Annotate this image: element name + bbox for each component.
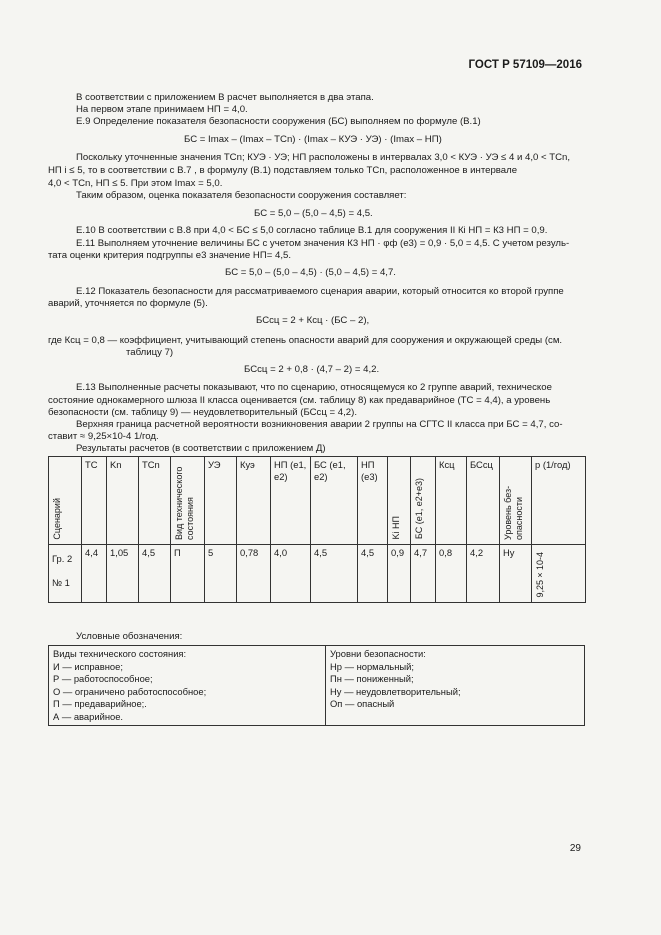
paragraph: тата оценки критерия подгруппы е3 значение НП= 4,5.	[48, 250, 291, 261]
table-cell: 4,4	[82, 545, 107, 603]
paragraph: Е.10 В соответствии с В.8 при 4,0 < БС ≤ 5,0 согласно таблице В.1 для сооружения II Кi НП = К3 НП = 0,9.	[76, 225, 548, 236]
document-code: ГОСТ Р 57109—2016	[468, 59, 582, 71]
table-cell: П	[171, 545, 205, 603]
paragraph: безопасности (см. таблицу 9) — неудовлетворительный (БСсц = 4,2).	[48, 407, 357, 418]
legend-item: П — предаварийное;.	[53, 698, 147, 709]
header-cell: Ki НП	[388, 457, 411, 545]
legend-item: Пн — пониженный;	[330, 673, 414, 684]
header-cell: Уровень без-опасности	[500, 457, 532, 545]
legend-item: И — исправное;	[53, 660, 123, 672]
header-cell: p (1/год)	[532, 457, 586, 545]
header-cell: Ксц	[436, 457, 467, 545]
table-cell: Ну	[500, 545, 532, 603]
table-cell: 4,5	[358, 545, 388, 603]
legend-item: О — ограничено работоспособное;	[53, 685, 207, 697]
paragraph: НП i ≤ 5, то в соответствии с В.7 , в формулу (В.1) подставляем только ТСn, расположенное в интервале	[48, 165, 518, 176]
formula: БС = Imax – (Imax – ТСn) · (Imax – КУЭ · УЭ) · (Imax – НП)	[184, 134, 442, 145]
table-cell: 4,2	[467, 545, 500, 603]
table-row	[49, 545, 586, 603]
paragraph: На первом этапе принимаем НП = 4,0.	[76, 104, 248, 115]
table-cell: 4,7	[411, 545, 436, 603]
header-cell: Сценарий	[49, 457, 82, 545]
table-cell: 1,05	[107, 545, 139, 603]
table-caption: Результаты расчетов (в соответствии с приложением Д)	[76, 443, 326, 454]
table-header-row	[49, 457, 586, 545]
page-number: 29	[569, 843, 581, 854]
paragraph: где Ксц = 0,8 — коэффициент, учитывающий степень опасности аварий для сооружения и окружающей среды (см.	[48, 335, 563, 346]
legend-item: Оп — опасный	[330, 698, 395, 709]
legend-item: Уровни безопасности:	[330, 648, 426, 659]
header-cell: БСсц	[467, 457, 500, 545]
table-cell: 0,9	[388, 545, 411, 603]
table-cell: 4,5	[311, 545, 358, 603]
header-cell: Kn	[107, 457, 139, 545]
table-cell: Гр. 2 № 1	[49, 545, 82, 603]
paragraph: Верхняя граница расчетной вероятности возникновения аварии 2 группы на СГТС II класса при БС = 4,7, со-	[76, 419, 563, 430]
legend-item: А — аварийное.	[53, 710, 124, 722]
paragraph: аварий, уточняется по формуле (5).	[48, 298, 208, 309]
table-cell: 0,8	[436, 545, 467, 603]
paragraph: 4,0 < ТСn, НП ≤ 5. При этом Imax = 5,0.	[48, 178, 223, 189]
header-cell: НП (е1, е2)	[271, 457, 311, 545]
table-cell: 4,5	[139, 545, 171, 603]
header-cell: ТСn	[139, 457, 171, 545]
table-cell: 5	[205, 545, 237, 603]
legend-right	[326, 646, 585, 726]
paragraph: Е.13 Выполненные расчеты показывают, что по сценарию, относящемуся ко 2 группе аварий, техническое	[76, 382, 552, 393]
paragraph: таблицу 7)	[126, 347, 174, 358]
formula: БС = 5,0 – (5,0 – 4,5) = 4,5.	[254, 208, 373, 219]
paragraph: В соответствии с приложением В расчет выполняется в два этапа.	[76, 92, 374, 103]
paragraph: Е.12 Показатель безопасности для рассматриваемого сценария аварии, который относится ко второй группе	[76, 286, 564, 297]
table-cell: 0,78	[237, 545, 271, 603]
legend-left	[49, 646, 326, 726]
legend-title: Условные обозначения:	[76, 631, 183, 642]
paragraph: ставит ≈ 9,25×10-4 1/год.	[48, 431, 159, 442]
header-cell: Куэ	[237, 457, 271, 545]
paragraph: состояние однокамерного шлюза II класса оценивается (см. таблицу 8) как предаварийное (ТС = 4,4), а уровень	[48, 395, 551, 406]
formula: БС = 5,0 – (5,0 – 4,5) · (5,0 – 4,5) = 4,7.	[225, 267, 396, 278]
header-cell: НП (е3)	[358, 457, 388, 545]
paragraph: Поскольку уточненные значения ТСn; КУЭ · УЭ; НП расположены в интервалах 3,0 < КУЭ · УЭ ≤ 4 и 4,0 < ТСn,	[76, 152, 571, 163]
header-cell: ТС	[82, 457, 107, 545]
legend-item: Р — работоспособное;	[53, 673, 153, 684]
paragraph: Е.9 Определение показателя безопасности сооружения (БС) выполняем по формуле (В.1)	[76, 116, 481, 127]
header-cell: БС (е1, е2)	[311, 457, 358, 545]
legend-item: Ну — неудовлетворительный;	[330, 685, 461, 697]
legend-table	[48, 645, 585, 726]
table-cell: 4,0	[271, 545, 311, 603]
results-table	[48, 456, 586, 603]
formula: БСсц = 2 + 0,8 · (4,7 – 2) = 4,2.	[244, 364, 380, 375]
paragraph: Таким образом, оценка показателя безопасности сооружения составляет:	[76, 190, 407, 201]
header-cell: Вид технического состояния	[171, 457, 205, 545]
formula: БСсц = 2 + Ксц · (БС – 2),	[256, 315, 370, 326]
table-cell: 9,25×10-4	[532, 545, 586, 603]
header-cell: БС (е1, е2+е3)	[411, 457, 436, 545]
legend-item: Нр — нормальный;	[330, 660, 414, 672]
legend-item: Виды технического состояния:	[53, 648, 187, 659]
header-cell: УЭ	[205, 457, 237, 545]
paragraph: Е.11 Выполняем уточнение величины БС с учетом значения К3 НП · φф (е3) = 0,9 · 5,0 = 4,5. С учетом резуль-	[76, 238, 570, 249]
